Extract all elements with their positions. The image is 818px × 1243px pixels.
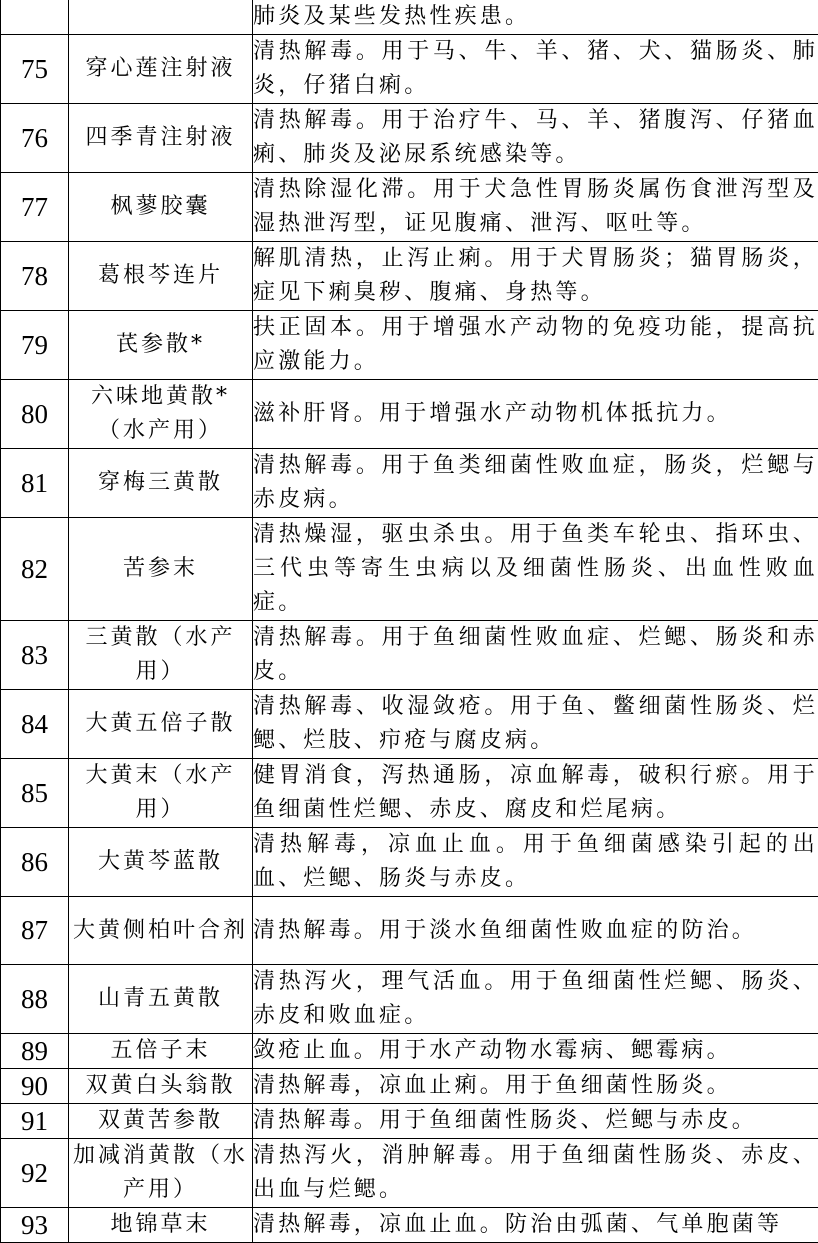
drug-name: 大黄芩蓝散 (69, 828, 253, 897)
row-number: 79 (1, 311, 69, 380)
table-row (1, 690, 818, 759)
drug-name: 六味地黄散*（水产用） (69, 380, 253, 449)
table-row (1, 965, 818, 1034)
drug-description: 清热解毒。用于马、牛、羊、猪、犬、猫肠炎、肺炎，仔猪白痢。 (253, 35, 818, 104)
drug-description: 清热泻火，消肿解毒。用于鱼细菌性肠炎、赤皮、出血与烂鳃。 (253, 1139, 818, 1208)
drug-description: 肺炎及某些发热性疾患。 (253, 0, 818, 35)
table-row (1, 104, 818, 173)
row-number (1, 0, 69, 35)
row-number: 81 (1, 449, 69, 518)
row-number: 87 (1, 897, 69, 965)
table-row (1, 759, 818, 828)
table-row (1, 35, 818, 104)
drug-description: 解肌清热，止泻止痢。用于犬胃肠炎；猫胃肠炎，症见下痢臭秽、腹痛、身热等。 (253, 242, 818, 311)
table-row (1, 1139, 818, 1208)
drug-description: 清热解毒。用于淡水鱼细菌性败血症的防治。 (253, 897, 818, 965)
row-number: 85 (1, 759, 69, 828)
drug-description: 清热除湿化滞。用于犬急性胃肠炎属伤食泄泻型及湿热泄泻型，证见腹痛、泄泻、呕吐等。 (253, 173, 818, 242)
drug-name: 穿梅三黄散 (69, 449, 253, 518)
table-row (1, 173, 818, 242)
table-row (1, 1208, 818, 1243)
table-row (1, 828, 818, 897)
drug-name: 双黄白头翁散 (69, 1069, 253, 1104)
table-row (1, 242, 818, 311)
table-row (1, 1104, 818, 1139)
table-row (1, 380, 818, 449)
drug-description: 健胃消食，泻热通肠，凉血解毒，破积行瘀。用于鱼细菌性烂鳃、赤皮、腐皮和烂尾病。 (253, 759, 818, 828)
drug-name: 地锦草末 (69, 1208, 253, 1243)
row-number: 91 (1, 1104, 69, 1139)
row-number: 80 (1, 380, 69, 449)
drug-name: 四季青注射液 (69, 104, 253, 173)
drug-name: 大黄末（水产用） (69, 759, 253, 828)
row-number: 89 (1, 1034, 69, 1069)
row-number: 83 (1, 621, 69, 690)
drug-name: 大黄五倍子散 (69, 690, 253, 759)
drug-name: 穿心莲注射液 (69, 35, 253, 104)
table-row (1, 518, 818, 621)
row-number: 82 (1, 518, 69, 621)
table-row (1, 449, 818, 518)
row-number: 75 (1, 35, 69, 104)
drug-name: 枫蓼胶囊 (69, 173, 253, 242)
drug-description: 清热解毒。用于治疗牛、马、羊、猪腹泻、仔猪血痢、肺炎及泌尿系统感染等。 (253, 104, 818, 173)
drug-description: 清热解毒。用于鱼细菌性败血症、烂鳃、肠炎和赤皮。 (253, 621, 818, 690)
row-number: 77 (1, 173, 69, 242)
drug-description: 清热解毒，凉血止痢。用于鱼细菌性肠炎。 (253, 1069, 818, 1104)
row-number: 88 (1, 965, 69, 1034)
drug-name: 苦参末 (69, 518, 253, 621)
drug-name: 山青五黄散 (69, 965, 253, 1034)
row-number: 93 (1, 1208, 69, 1243)
row-number: 90 (1, 1069, 69, 1104)
drug-name: 芪参散* (69, 311, 253, 380)
drug-description: 清热解毒。用于鱼细菌性肠炎、烂鳃与赤皮。 (253, 1104, 818, 1139)
drug-description: 清热解毒。用于鱼类细菌性败血症，肠炎，烂鳃与赤皮病。 (253, 449, 818, 518)
row-number: 86 (1, 828, 69, 897)
table-row (1, 621, 818, 690)
table-row (1, 897, 818, 965)
drug-description: 扶正固本。用于增强水产动物的免疫功能，提高抗应激能力。 (253, 311, 818, 380)
row-number: 76 (1, 104, 69, 173)
drug-name: 双黄苦参散 (69, 1104, 253, 1139)
drug-name: 五倍子末 (69, 1034, 253, 1069)
drug-name: 大黄侧柏叶合剂 (69, 897, 253, 965)
drug-description: 清热燥湿，驱虫杀虫。用于鱼类车轮虫、指环虫、三代虫等寄生虫病以及细菌性肠炎、出血性败血症。 (253, 518, 818, 621)
row-number: 92 (1, 1139, 69, 1208)
drug-description: 清热解毒、收湿敛疮。用于鱼、鳖细菌性肠炎、烂鳃、烂肢、疖疮与腐皮病。 (253, 690, 818, 759)
drug-description: 清热解毒，凉血止血。防治由弧菌、气单胞菌等 (253, 1208, 818, 1243)
drug-name: 加减消黄散（水产用） (69, 1139, 253, 1208)
drug-name: 三黄散（水产用） (69, 621, 253, 690)
row-number: 84 (1, 690, 69, 759)
drug-name: 葛根芩连片 (69, 242, 253, 311)
drug-description: 清热解毒，凉血止血。用于鱼细菌感染引起的出血、烂鳃、肠炎与赤皮。 (253, 828, 818, 897)
drug-description: 敛疮止血。用于水产动物水霉病、鳃霉病。 (253, 1034, 818, 1069)
drug-name (69, 0, 253, 35)
table-row (1, 1034, 818, 1069)
drug-description: 清热泻火，理气活血。用于鱼细菌性烂鳃、肠炎、赤皮和败血症。 (253, 965, 818, 1034)
table-row (1, 1069, 818, 1104)
table-row (1, 311, 818, 380)
drug-description: 滋补肝肾。用于增强水产动物机体抵抗力。 (253, 380, 818, 449)
row-number: 78 (1, 242, 69, 311)
table-row (1, 0, 818, 35)
